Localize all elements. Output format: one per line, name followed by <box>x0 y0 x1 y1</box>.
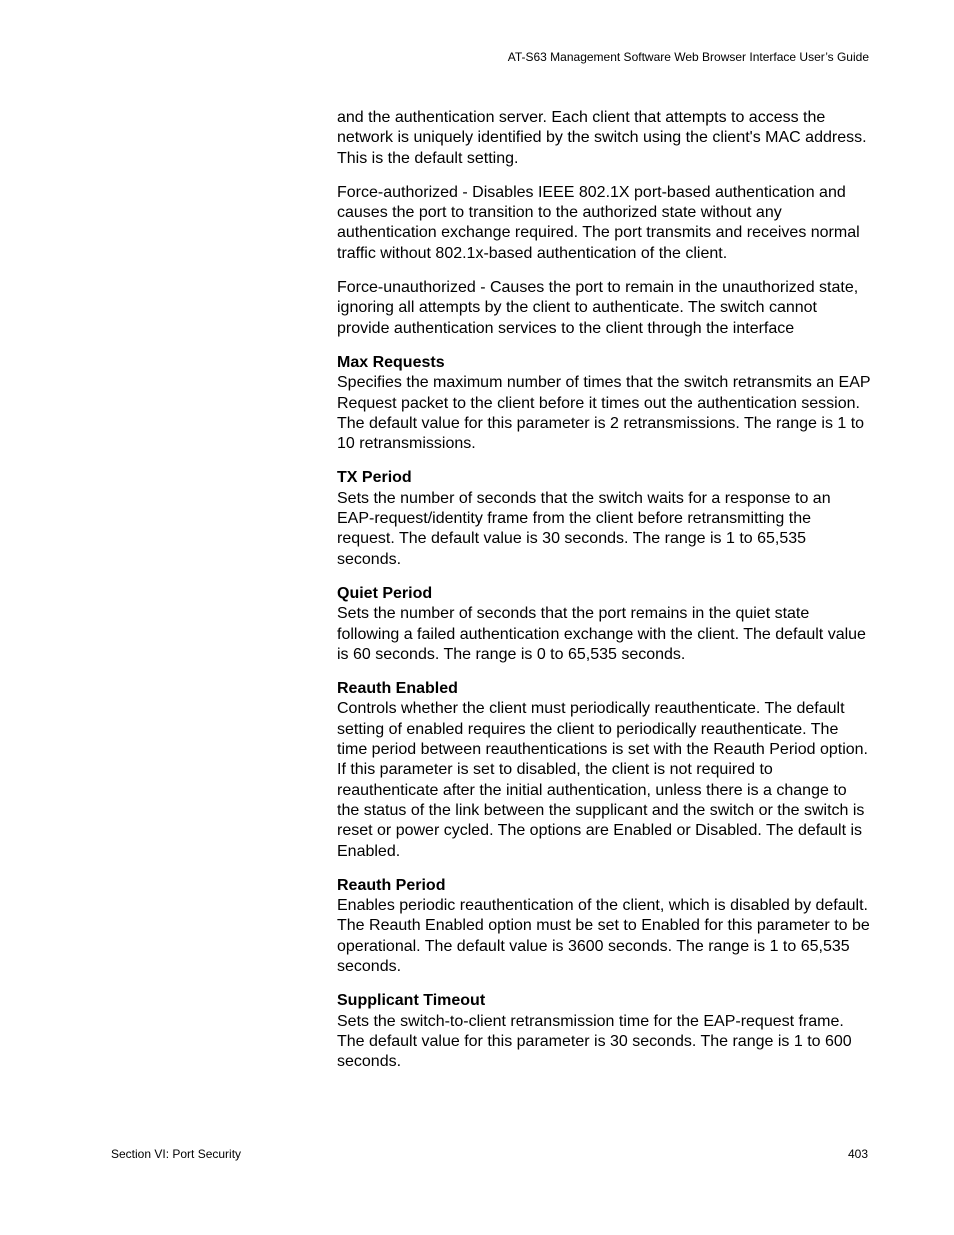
running-header: AT-S63 Management Software Web Browser Interface User’s Guide <box>507 50 869 64</box>
param-quiet-period <box>337 584 871 665</box>
param-description: Specifies the maximum number of times that the switch retransmits an EAP Request packet to the client before it times out the authentication session. The default value for this parameter is 2 retransmissions. The range is 1 to 10 retransmissions. <box>337 374 871 453</box>
intro-paragraph-force-unauthorized: Force-unauthorized - Causes the port to remain in the unauthorized state, ignoring all attempts by the client to authenticate. The switch cannot provide authentication services to the client through the interface <box>337 279 859 337</box>
param-title: Supplicant Timeout <box>337 992 486 1010</box>
param-title: TX Period <box>337 469 412 487</box>
param-title: Quiet Period <box>337 584 433 602</box>
page-number: 403 <box>847 1147 868 1161</box>
intro-paragraph-auto: and the authentication server. Each client that attempts to access the network is uniquely identified by the switch using the client's MAC address. This is the default setting. <box>337 109 867 167</box>
param-description: Enables periodic reauthentication of the client, which is disabled by default. The Reauth Enabled option must be set to Enabled for this parameter to be operational. The default value is 3600 seconds. The range is 1 to 65,535 seconds. <box>337 897 870 975</box>
param-reauth-period <box>337 876 871 977</box>
param-title: Reauth Period <box>337 876 446 894</box>
param-title: Reauth Enabled <box>337 680 458 698</box>
param-description: Sets the number of seconds that the switch waits for a response to an EAP-request/identity frame from the client before retransmitting the request. The default value is 30 seconds. The range is 1 to 65,535 seconds. <box>337 489 831 568</box>
param-reauth-enabled <box>337 679 871 862</box>
footer-section-label: Section VI: Port Security <box>111 1147 242 1161</box>
param-description: Sets the switch-to-client retransmission time for the EAP-request frame. The default value for this parameter is 30 seconds. The range is 1 to 600 seconds. <box>337 1012 852 1071</box>
param-supplicant-timeout <box>337 991 871 1072</box>
param-description: Controls whether the client must periodically reauthenticate. The default setting of enabled requires the client to periodically reauthenticate. The time period between reauthentications is set with the Reauth Period option. If this parameter is set to disabled, the client is not required to reauthenticate after the initial authentication, unless there is a change to the status of the link between the supplicant and the switch or the switch is reset or power cycled. The options are Enabled or Disabled. The default is Enabled. <box>337 700 868 860</box>
param-max-requests <box>337 353 871 454</box>
param-tx-period <box>337 468 871 569</box>
page-content <box>337 108 871 1086</box>
param-description: Sets the number of seconds that the port remains in the quiet state following a failed authentication exchange with the client. The default value is 60 seconds. The range is 0 to 65,535 seconds. <box>337 605 866 663</box>
intro-paragraph-force-authorized: Force-authorized - Disables IEEE 802.1X port-based authentication and causes the port to transition to the authorized state without any authentication exchange required. The port transmits and receives normal traffic without 802.1x-based authentication of the client. <box>337 183 860 262</box>
param-title: Max Requests <box>337 353 445 371</box>
